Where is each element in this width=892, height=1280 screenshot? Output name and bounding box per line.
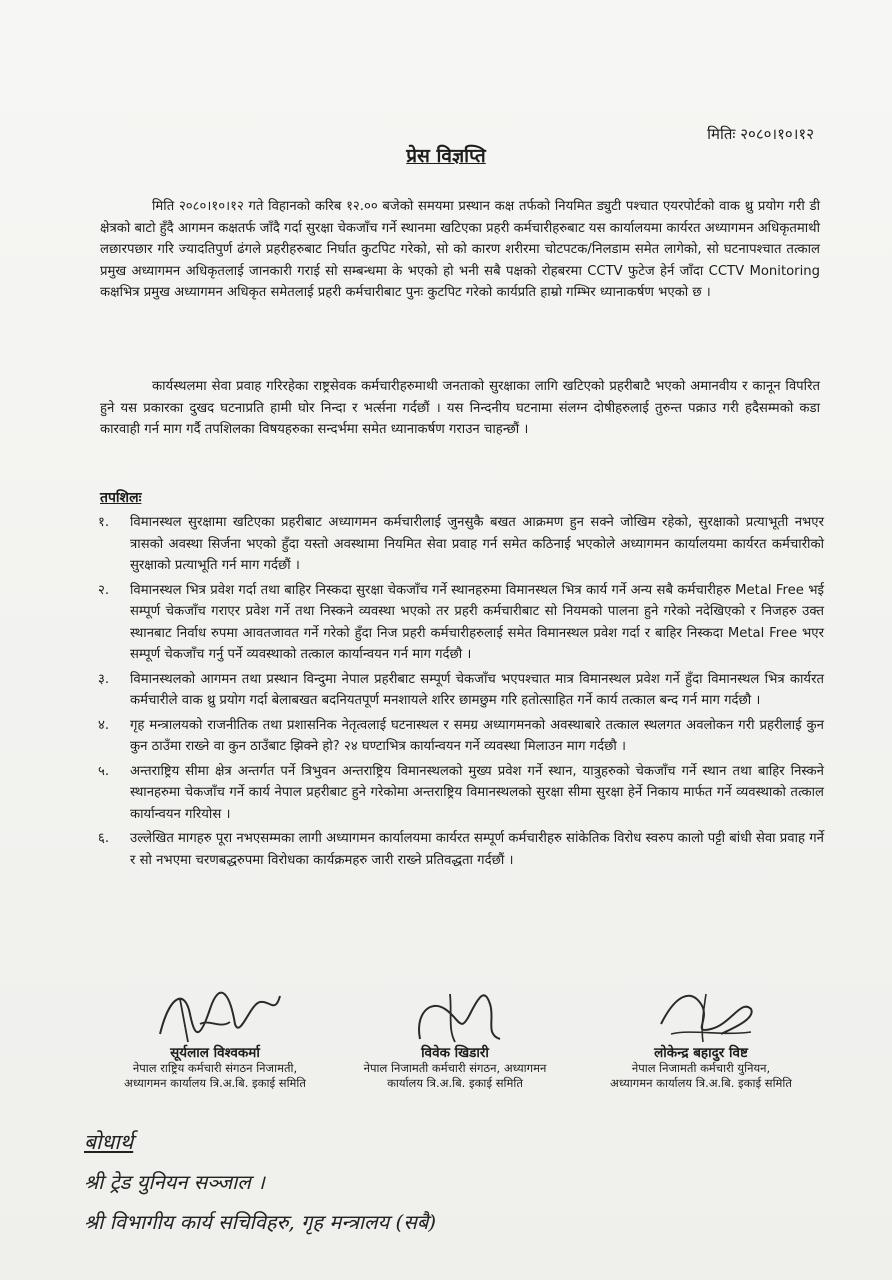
distribution-heading: बोधार्थ <box>84 1130 134 1154</box>
handwritten-signature-1 <box>140 984 290 1046</box>
demands-list <box>96 512 824 874</box>
signatory-3 <box>586 984 816 1091</box>
signatory-org: नेपाल निजामती कर्मचारी युनियन, <box>631 1061 771 1075</box>
signatory-name: सूर्यलाल विश्वकर्मा <box>170 1045 260 1061</box>
intro-paragraph: मिति २०८०।१०।१२ गते विहानको करिब १२.०० बजेको समयमा प्रस्थान कक्ष तर्फको नियमित ड्युटी पश्चात एयरपोर्टको वाक थ्रु प्रयोग गरी डी क्षेत्रको बाटो हुँदै आगमन कक्षतर्फ जाँदै गर्दा सुरक्षा चेकजाँच गर्ने स्थानमा खटिएका प्रहरी कर्मचारीहरुबाट यस कार्यालयमा कार्यरत अध्यागमन अधिकृतमाथी लछारपछार गरि ज्यादतिपुर्ण ढंगले प्रहरीहरुबाट निर्घात कुटपिट गरेको, सो को कारण शरीरमा चोटपटक/निलडाम समेत लागेको, सो घटनापश्चात तत्काल प्रमुख अध्यागमन अधिकृतलाई जानकारी गराई सो सम्बन्धमा के भएको हो भनी सबै पक्षको रोहबरमा CCTV फुटेज हेर्न जाँदा CCTV Monitoring कक्षभित्र प्रमुख अध्यागमन अधिकृत समेतलाई प्रहरी कर्मचारीबाट पुनः कुटपिट गरेको कार्यप्रति हाम्रो गम्भिर ध्यानाकर्षण भएको छ । <box>100 199 820 300</box>
list-item: ४. गृह मन्त्रालयको राजनीतिक तथा प्रशासनिक नेतृत्वलाई घटनास्थल र समग्र अध्यागमनको अवस्थाबारे तत्काल स्थलगत अवलोकन गरी प्रहरीलाई कुन कुन ठाउँमा राख्ने वा कुन ठाउँबाट झिक्ने हो? २४ घण्टाभित्र कार्यान्वयन गर्ने व्यवस्था मिलाउन माग गर्दछौ । <box>98 717 824 754</box>
signatory-name: लोकेन्द्र बहादुर विष्ट <box>654 1045 748 1061</box>
document-title: प्रेस विज्ञप्ति <box>406 145 486 167</box>
list-item: २. विमानस्थल भित्र प्रवेश गर्दा तथा बाहिर निस्कदा सुरक्षा चेकजाँच गर्ने स्थानहरुमा विमानस्थल भित्र कार्य गर्ने अन्य सबै कर्मचारीहरु Metal Free भई सम्पूर्ण चेकजाँच गराएर प्रवेश गर्ने तथा निस्कने व्यवस्था भएको तर प्रहरी कर्मचारीबाट सो नियमको पालना हुने गरेको नदेखिएको र निजहरु उक्त स्थानबाट निर्वाध रुपमा आवतजावत गर्ने गरेको हुँदा निज प्रहरी कर्मचारीहरुलाई समेत विमानस्थल प्रवेश गर्दा र बाहिर निस्कदा Metal Free भएर सम्पूर्ण चेकजाँच गर्नु पर्ने व्यवस्थाको तत्काल कार्यान्वयन गर्न माग गर्दछौ । <box>98 582 824 662</box>
list-item: ६. उल्लेखित मागहरु पूरा नभएसम्मका लागी अध्यागमन कार्यालयमा कार्यरत सम्पूर्ण कर्मचारीहरु सांकेतिक विरोध स्वरुप कालो पट्टी बांधी सेवा प्रवाह गर्ने र सो नभएमा चरणबद्धरुपमा विरोधका कार्यक्रमहरु जारी राख्ने प्रतिवद्धता गर्दछौं । <box>98 831 824 868</box>
list-item: १. विमानस्थल सुरक्षामा खटिएका प्रहरीबाट अध्यागमन कर्मचारीलाई जुनसुकै बखत आक्रमण हुन सक्ने जोखिम रहेको, सुरक्षाको प्रत्याभूती नभएर त्रासको अवस्था सिर्जना भएको हुँदा यस्तो अवस्थामा नियमित सेवा प्रवाह गर्न समेत कठिनाई भएकोले अध्यागमन कार्यालयमा कार्यरत कर्मचारीको सुरक्षाको प्रत्याभूति गर्न माग गर्दछौं । <box>98 515 824 573</box>
handwritten-signature-2 <box>390 984 520 1046</box>
signatory-office: अध्यागमन कार्यालय त्रि.अ.बि. इकाई समिति <box>610 1076 792 1090</box>
distribution-line: श्री ट्रेड युनियन सञ्जाल । <box>84 1170 265 1194</box>
signatory-office: अध्यागमन कार्यालय त्रि.अ.बि. इकाई समिति <box>124 1076 306 1090</box>
signatory-name: विवेक खिडारी <box>421 1045 489 1061</box>
handwritten-distribution-note <box>84 1122 436 1242</box>
signatory-1 <box>100 984 330 1091</box>
list-item: ५. अन्तराष्ट्रिय सीमा क्षेत्र अन्तर्गत पर्ने त्रिभुवन अन्तराष्ट्रिय विमानस्थलको मुख्य प्रवेश गर्ने स्थान, यात्रुहरुको चेकजाँच गर्ने स्थान तथा बाहिर निस्कने स्थानहरुमा चेकजाँच गर्ने कार्य नेपाल प्रहरीबाट हुने गरेकोमा अन्तराष्ट्रिय विमानस्थलको सुरक्षा सीमा सुरक्षा हेर्ने निकाय मार्फत गर्ने व्यवस्थाको तत्काल कार्यान्वयन गरियोस । <box>98 763 824 822</box>
handwritten-signature-3 <box>631 984 771 1046</box>
signatory-2 <box>330 984 580 1091</box>
distribution-line: श्री विभागीय कार्य सचिविहरु, गृह मन्त्रालय (सबै) <box>84 1210 437 1234</box>
document-date: मितिः २०८०।१०।१२ <box>707 125 814 143</box>
demands-heading: तपशिलः <box>100 490 142 506</box>
signatory-org: नेपाल राष्ट्रिय कर्मचारी संगठन निजामती, <box>132 1061 298 1075</box>
list-item: ३. विमानस्थलको आगमन तथा प्रस्थान विन्दुमा नेपाल प्रहरीबाट सम्पूर्ण चेकजाँच भएपश्चात मात्र विमानस्थल प्रवेश गर्ने हुँदा विमानस्थल भित्र कार्यरत कर्मचारीले वाक थ्रु प्रयोग गर्दा बेलाबखत बदनियतपूर्ण मनशायले शरिर छामछुम गरि हतोत्साहित गर्ने कार्य तत्काल बन्द गर्न माग गर्दछौ । <box>98 671 824 708</box>
signatory-office: कार्यालय त्रि.अ.बि. इकाई समिति <box>387 1076 523 1090</box>
signatory-org: नेपाल निजामती कर्मचारी संगठन, अध्यागमन <box>363 1061 547 1075</box>
condemnation-paragraph: कार्यस्थलमा सेवा प्रवाह गरिरहेका राष्ट्रसेवक कर्मचारीहरुमाथी जनताको सुरक्षाका लागि खटिएको प्रहरीबाटै भएको अमानवीय र कानून विपरित हुने यस प्रकारका दुखद घटनाप्रति हामी घोर निन्दा र भर्त्सना गर्दछौं । यस निन्दनीय घटनामा संलग्न दोषीहरुलाई तुरुन्त पक्राउ गरी हदैसम्मको कडा कारवाही गर्न माग गर्दै तपशिलका विषयहरुका सन्दर्भमा समेत ध्यानाकर्षण गराउन चाहन्छौं । <box>100 379 820 437</box>
